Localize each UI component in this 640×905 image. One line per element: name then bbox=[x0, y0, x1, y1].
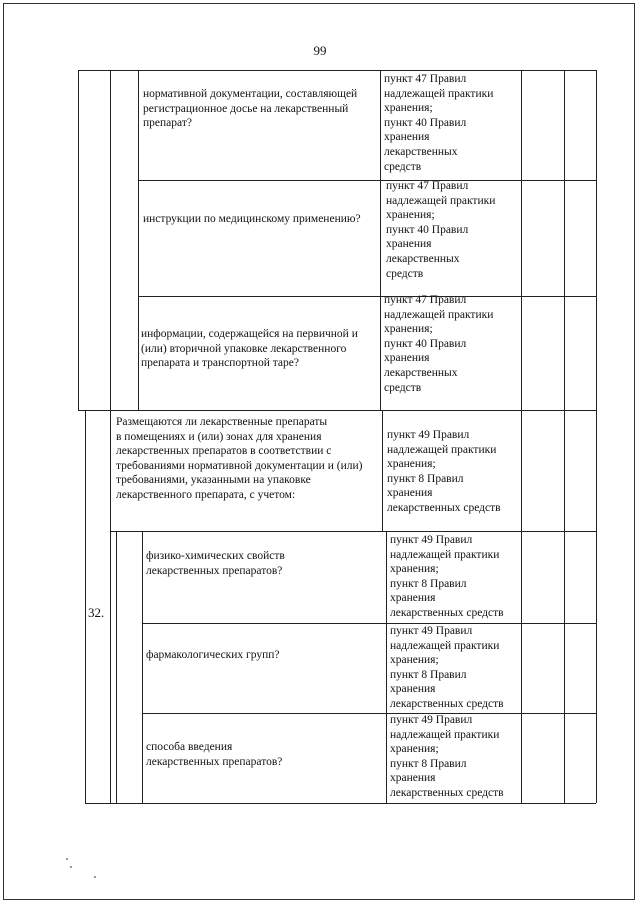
list-item: пункт 49 Правил надлежащей практики хранения; пункт 8 Правил хранения лекарственных средств bbox=[390, 714, 504, 799]
table-line bbox=[85, 803, 596, 804]
list-item: пункт 47 Правил надлежащей практики хранения; пункт 40 Правил хранения лекарственных средств bbox=[384, 73, 494, 173]
scan-speck bbox=[94, 876, 96, 878]
table-line bbox=[382, 410, 383, 531]
table-line bbox=[85, 410, 86, 803]
table-line bbox=[564, 410, 565, 803]
table-line bbox=[116, 531, 117, 803]
table-line bbox=[142, 623, 596, 624]
list-item: физико-химических свойств лекарственных препаратов? bbox=[146, 550, 285, 577]
list-item: пункт 49 Правил надлежащей практики хранения; пункт 8 Правил хранения лекарственных средств bbox=[390, 534, 504, 619]
table-line bbox=[142, 713, 596, 714]
table-line bbox=[78, 410, 596, 411]
table-line bbox=[386, 531, 387, 803]
list-item: информации, содержащейся на первичной и (или) вторичной упаковке лекарственного препарата и транспортной таре? bbox=[141, 328, 358, 370]
table-line bbox=[110, 531, 596, 532]
table-line bbox=[380, 70, 381, 410]
table-line bbox=[110, 410, 111, 803]
table-line bbox=[110, 70, 111, 410]
list-item: способа введения лекарственных препаратов? bbox=[146, 741, 283, 768]
list-item: инструкции по медицинскому применению? bbox=[143, 213, 361, 225]
table-line bbox=[521, 70, 522, 410]
main-question: Размещаются ли лекарственные препараты в помещениях и (или) зонах для хранения лекарственных препаратов в соответствии с требованиями нормативной документации и (или) требованиями, указанными на упаковке лекарственного препарата, с учетом: bbox=[116, 416, 363, 501]
list-item: пункт 49 Правил надлежащей практики хранения; пункт 8 Правил хранения лекарственных средств bbox=[390, 625, 504, 710]
scan-speck bbox=[66, 858, 68, 860]
item-number: 32. bbox=[88, 605, 105, 620]
table-line bbox=[78, 70, 79, 410]
list-item: фармакологических групп? bbox=[146, 649, 280, 661]
list-item: пункт 47 Правил надлежащей практики хранения; пункт 40 Правил хранения лекарственных средств bbox=[384, 294, 494, 394]
list-item: нормативной документации, составляющей регистрационное досье на лекарственный препарат? bbox=[143, 88, 358, 130]
table-line bbox=[596, 70, 597, 410]
table-line bbox=[142, 531, 143, 803]
table-line bbox=[138, 180, 596, 181]
table-line bbox=[78, 70, 596, 71]
page-number: 99 bbox=[313, 43, 327, 58]
scan-speck bbox=[70, 866, 72, 868]
table-line bbox=[564, 70, 565, 410]
table-line bbox=[596, 410, 597, 803]
table-line bbox=[138, 70, 139, 410]
table-line bbox=[138, 296, 596, 297]
main-reference: пункт 49 Правил надлежащей практики хранения; пункт 8 Правил хранения лекарственных средств bbox=[387, 429, 501, 514]
list-item: пункт 47 Правил надлежащей практики хранения; пункт 40 Правил хранения лекарственных средств bbox=[386, 180, 496, 280]
